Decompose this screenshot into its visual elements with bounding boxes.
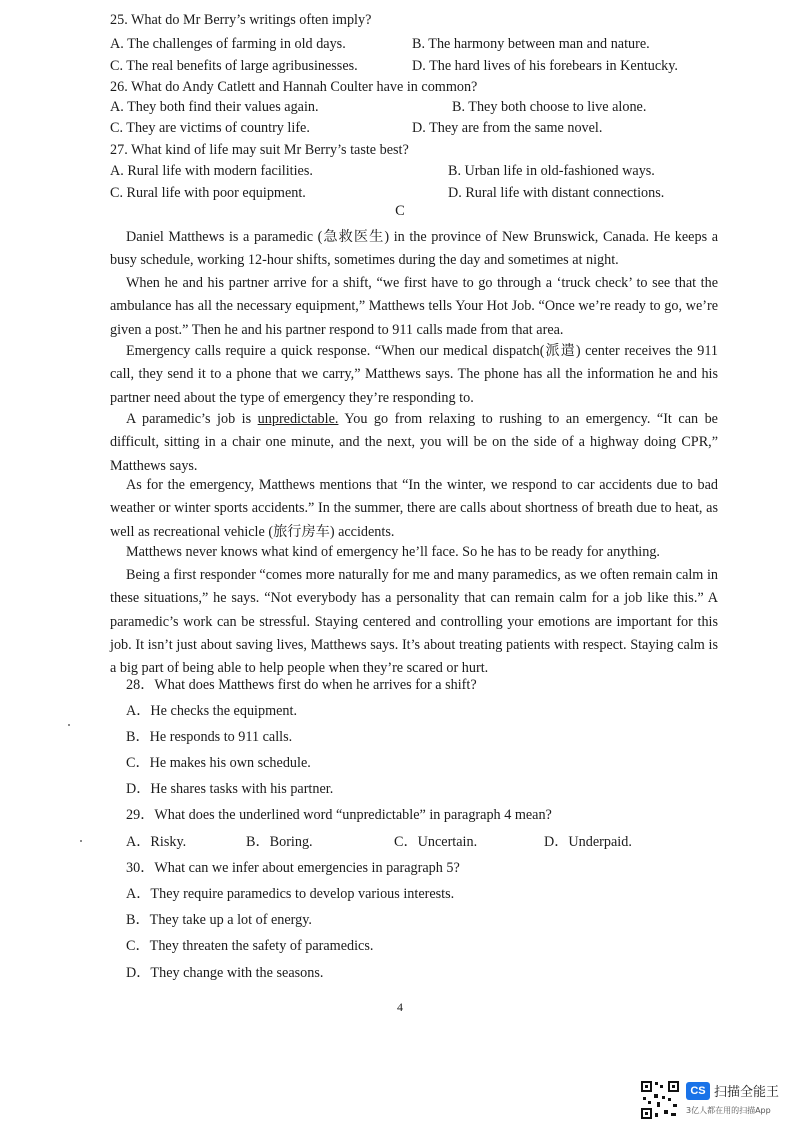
q29-option-d: D．Underpaid. <box>544 834 632 850</box>
q25-stem: 25. What do Mr Berry’s writings often imply? <box>110 12 372 28</box>
q30-option-c: C．They threaten the safety of paramedics. <box>126 938 374 954</box>
passage-paragraph-4 <box>110 408 718 478</box>
q26-option-b: B. They both choose to live alone. <box>452 99 647 115</box>
passage-p2-text: When he and his partner arrive for a shift, “we first have to go through a ‘truck check’ to see that the ambulance has all the necessary equipment,” Matthews tells Your Hot Job. “Once we’re ready to go, we’re given a post.” Then he and his partner respond to 911 calls made from that area. <box>110 275 718 338</box>
underlined-word: unpredictable. <box>257 411 339 427</box>
camscanner-tagline: 3亿人都在用的扫描App <box>686 1106 771 1115</box>
camscanner-name: 扫描全能王 <box>714 1085 780 1100</box>
scan-mark <box>80 840 82 842</box>
q29-stem: 29．What does the underlined word “unpredictable” in paragraph 4 mean? <box>126 807 552 823</box>
q27-stem: 27. What kind of life may suit Mr Berry’s taste best? <box>110 142 409 158</box>
q27-option-a: A. Rural life with modern facilities. <box>110 163 313 179</box>
q27-option-d: D. Rural life with distant connections. <box>448 185 665 201</box>
passage-p4-post: You go from relaxing to rushing to an emergency. “It can be difficult, sitting in a chair one minute, and the next, you will be on the side of a highway doing CPR,” Matthews says. <box>110 411 718 474</box>
q26-option-c: C. They are victims of country life. <box>110 120 310 136</box>
q30-option-a: A．They require paramedics to develop various interests. <box>126 886 455 902</box>
q26-option-a: A. They both find their values again. <box>110 99 319 115</box>
q30-stem: 30．What can we infer about emergencies in paragraph 5? <box>126 860 460 876</box>
page-number: 4 <box>397 1000 403 1014</box>
passage-paragraph-3 <box>110 340 718 410</box>
q27-option-c: C. Rural life with poor equipment. <box>110 185 306 201</box>
passage-paragraph-6 <box>110 541 718 564</box>
passage-p6-text: Matthews never knows what kind of emergency he’ll face. So he has to be ready for anything. <box>126 544 660 560</box>
section-label: C <box>395 203 405 219</box>
camscanner-logo: CS <box>686 1082 710 1100</box>
q30-option-d: D．They change with the seasons. <box>126 965 324 981</box>
q25-option-a: A. The challenges of farming in old days. <box>110 36 346 52</box>
q25-option-d: D. The hard lives of his forebears in Kentucky. <box>412 58 678 74</box>
passage-p5-text: As for the emergency, Matthews mentions that “In the winter, we respond to car accidents due to bad weather or winter sports accidents.” In the summer, there are calls about shortness of breath due to heat, as well as recreational vehicle (旅行房车) accidents. <box>110 477 718 540</box>
qr-code-icon <box>640 1080 680 1120</box>
passage-paragraph-5 <box>110 474 718 544</box>
q29-option-c: C．Uncertain. <box>394 834 478 850</box>
q29-option-b: B．Boring. <box>246 834 313 850</box>
q25-option-b: B. The harmony between man and nature. <box>412 36 650 52</box>
passage-p3-text: Emergency calls require a quick response. “When our medical dispatch(派遣) center receives the 911 call, they send it to a phone that we carry,” Matthews says. The phone has all the information he and his partner need about the type of emergency they’re responding to. <box>110 343 718 406</box>
passage-p7-text: Being a first responder “comes more naturally for me and many paramedics, as we often remain calm in these situations,” he says. “Not everybody has a personality that can remain calm for a job like this.” A paramedic’s work can be stressful. Staying centered and controlling your emotions are important for this job. It isn’t just about saving lives, Matthews says. It’s about treating patients with respect. Staying calm is a big part of being able to help people when they’re scared or hurt. <box>110 567 718 677</box>
q28-option-b: B．He responds to 911 calls. <box>126 729 293 745</box>
q26-option-d: D. They are from the same novel. <box>412 120 603 136</box>
passage-p1-text: Daniel Matthews is a paramedic (急救医生) in the province of New Brunswick, Canada. He keeps a busy schedule, working 12-hour shifts, sometimes during the day and sometimes at night. <box>110 229 718 269</box>
q27-option-b: B. Urban life in old-fashioned ways. <box>448 163 655 179</box>
q28-option-a: A．He checks the equipment. <box>126 703 297 719</box>
passage-p4-pre: A paramedic’s job is <box>126 411 258 427</box>
scan-mark <box>68 724 70 726</box>
q28-option-c: C．He makes his own schedule. <box>126 755 311 771</box>
q26-stem: 26. What do Andy Catlett and Hannah Coulter have in common? <box>110 79 478 95</box>
passage-paragraph-7 <box>110 564 718 680</box>
q29-option-a: A．Risky. <box>126 834 187 850</box>
passage-paragraph-2 <box>110 272 718 342</box>
q28-stem: 28．What does Matthews first do when he arrives for a shift? <box>126 677 477 693</box>
q30-option-b: B．They take up a lot of energy. <box>126 912 312 928</box>
passage-paragraph-1 <box>110 226 718 273</box>
q25-option-c: C. The real benefits of large agribusinesses. <box>110 58 358 74</box>
q28-option-d: D．He shares tasks with his partner. <box>126 781 334 797</box>
